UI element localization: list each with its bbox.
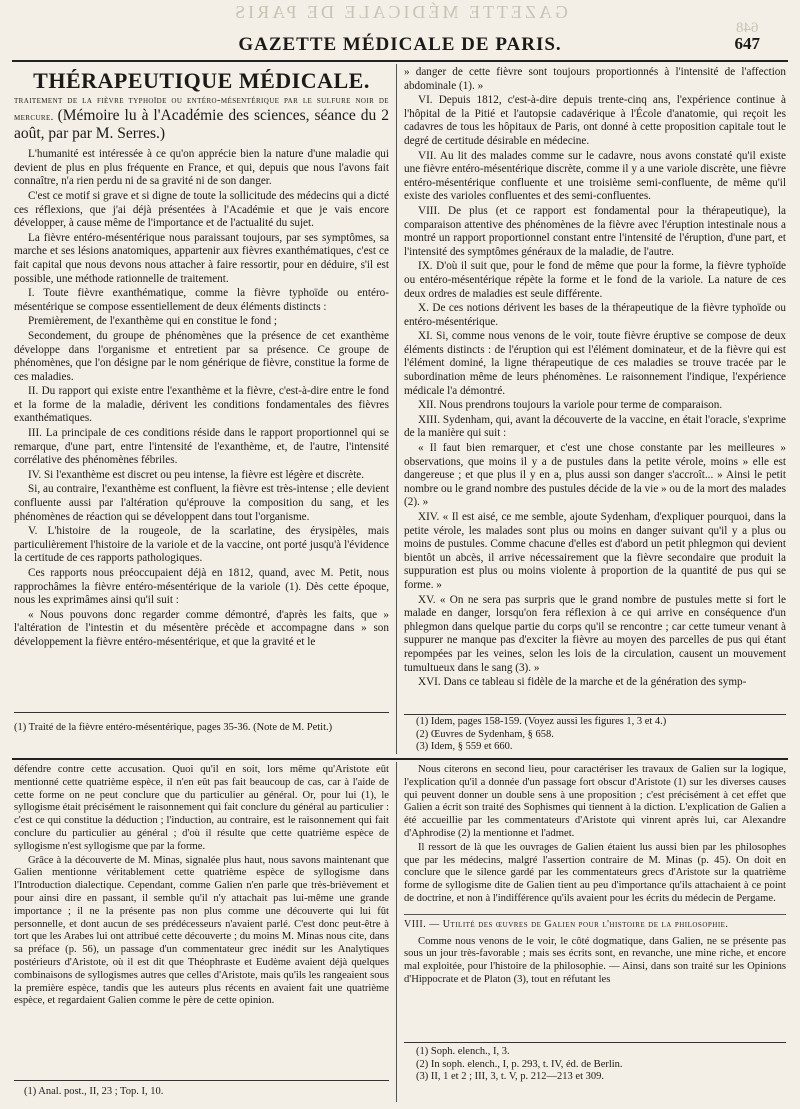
paragraph: IX. D'où il suit que, pour le fond de même que pour la forme, la fièvre typhoïde ou entéro-mésentérique répète la forme et le fond de la variole. La nature de ces deux ordres de maladies est seule différente. <box>404 260 786 300</box>
paragraph: II. Du rapport qui existe entre l'exanthème et la fièvre, c'est-à-dire entre le fond et la forme de la maladie, dérivent les conditions fondamentales des fièvres exanthématiques. <box>14 385 389 425</box>
paragraph: » danger de cette fièvre sont toujours proportionnés à l'intensité de l'affection abdominale (1). » <box>404 66 786 92</box>
footnote: (2) In soph. elench., I, p. 293, t. IV, éd. de Berlin. <box>416 1058 623 1070</box>
footnotes-right <box>416 716 786 754</box>
paragraph: VIII. De plus (et ce rapport est fondamental pour la thérapeutique), la comparaison attentive des phénomènes de la fièvre avec l'éruption intestinale nous a montré un rapport proportionnel constant entre l'intensité de l'éruption, d'une part, et l'intensité des symptômes généraux de la maladie, de l'autre. <box>404 204 786 258</box>
paragraph: XII. Nous prendrons toujours la variole pour terme de comparaison. <box>418 399 723 412</box>
footnote: (3) Idem, § 559 et 660. <box>416 741 513 752</box>
paragraph: Comme nous venons de le voir, le côté dogmatique, dans Galien, ne se présente pas sous un jour très-favorable ; mais ses écrits sont, en revanche, une mine riche, et encore mal exploitée, pour l'histoire de la philosophie. — Ainsi, dans son traité sur les Opinions d'Hippocrate et de Platon (3), tout en réfutant les <box>404 935 786 985</box>
paragraph: VI. Depuis 1812, c'est-à-dire depuis trente-cinq ans, l'expérience continue à l'hôpital de la Pitié et l'autopsie cadavérique à l'École d'anatomie, qui reçoit les cadavres de tous les hôpitaux de Paris, ont donné à cette proposition capitale tout le degré de certitude désirable en médecine. <box>404 94 786 147</box>
paragraph: Ces rapports nous préoccupaient déjà en 1812, quand, avec M. Petit, nous rapprochâmes la fièvre entéro-mésentérique de la variole (1). Dès cette époque, nous les exprimâmes ainsi qu'il suit : <box>14 567 389 607</box>
page-number: 647 <box>734 34 760 53</box>
bottom-right-column <box>404 764 786 1054</box>
article-heading-title: traitement de la fièvre typhoïde ou entéro-mésentérique par le sulfure noir de mercure. <box>14 94 389 124</box>
paragraph: Secondement, du groupe de phénomènes que la présence de cet exanthème développe dans l'organisme et entretient par sa présence. Ce groupe de phénomènes, que l'on désigne par le nom générique de fièvre, constitue la forme de ces maladies. <box>14 329 389 383</box>
paragraph: XV. « On ne sera pas surpris que le grand nombre de pustules mette si fort le malade en danger, lorsqu'on fera réflexion à ce qui arrive en conséquence d'un phlegmon dans quelque partie du corps qu'il se rencontre ; car cette tumeur venant à suppurer ne manque pas d'exciter la fièvre au moyen des parcelles de pus qui étant repompées par les veines, selon les lois de la circulation, causent un mouvement tumultueux dans le sang (3). » <box>404 593 786 674</box>
paragraph: XIV. « Il est aisé, ce me semble, ajoute Sydenham, d'expliquer pourquoi, dans la petite vérole, les malades sont plus ou moins en danger suivant qu'il y a plus ou moins de pustules. Comme chacune d'elles est d'abord un petit phlegmon qui devient bientôt un abcès, il arrive nécessairement que la fièvre secondaire que produit la suppuration est plus ou moins violente à proportion de la quantité de pus qui se forme. » <box>404 511 786 591</box>
paragraph: X. De ces notions dérivent les bases de la thérapeutique de la fièvre typhoïde ou entéro-mésentérique. <box>404 302 786 328</box>
footnote: (2) Œuvres de Sydenham, § 658. <box>416 728 554 740</box>
footnote-rule-bottom-left <box>14 1080 389 1081</box>
footnote: (1) Soph. elench., I, 3. <box>416 1046 510 1057</box>
paragraph: Premièrement, de l'exanthème qui en constitue le fond ; <box>28 315 277 328</box>
paragraph: C'est ce motif si grave et si digne de toute la sollicitude des médecins qui a dicté ces réflexions, que j'ai déjà présentées à l'Académie et que je vais encore développer, à cause même de l'importance et de l'actualité du sujet. <box>14 189 389 230</box>
paragraph: L'humanité est intéressée à ce qu'on apprécie bien la nature d'une maladie qui devient de plus en plus fréquente en France, et qui, depuis que nous l'avons fait connaître, n'a rien perdu ni de sa gravité ni de son danger. <box>14 148 389 188</box>
section-heading: VIII. — Utilité des œuvres de Galien pour l'histoire de la philosophie. <box>404 914 786 932</box>
footnote: (1) Idem, pages 158-159. (Voyez aussi les figures 1, 3 et 4.) <box>416 716 667 727</box>
paragraph: XI. Si, comme nous venons de le voir, toute fièvre éruptive se compose de deux éléments distincts : de l'éruption qui est l'élément dominateur, et de la fièvre qui est l'élément dominé, la ligne thérapeutique de ces maladies se trouve tracée par le subordination même de leurs phénomènes. Le raisonnement l'indique, l'expérience médicale l'a démontré. <box>404 330 786 397</box>
footnote: (3) II, 1 et 2 ; III, 3, t. V, p. 212—213 et 309. <box>416 1071 605 1082</box>
header-rule <box>12 60 788 62</box>
paragraph: III. La principale de ces conditions réside dans le rapport proportionnel qui se remarque, d'une part, entre l'intensité de l'exanthème, et, de l'autre, l'intensité corrélative des phénomènes fébriles. <box>14 427 389 467</box>
section-title: THÉRAPEUTIQUE MÉDICALE. <box>33 68 370 93</box>
column-divider <box>396 64 397 754</box>
journal-title: GAZETTE MÉDICALE DE PARIS. <box>238 34 562 55</box>
masthead <box>0 34 800 56</box>
section-separator <box>12 758 788 760</box>
article-heading <box>14 94 389 144</box>
paragraph: I. Toute fièvre exanthématique, comme la fièvre typhoïde ou entéro-mésentérique se compose essentiellement de deux éléments distincts : <box>14 287 389 313</box>
paragraph: La fièvre entéro-mésentérique nous paraissant toujours, par ses symptômes, sa marche et ses lésions anatomiques, appartenir aux fièvres exanthématiques, c'est ce fait capital que nous devons nous attacher à faire ressortir, pour en déduire, s'il est possible, une méthode rationnelle de traitement. <box>14 231 389 285</box>
footnote-bottom-left: (1) Anal. post., II, 23 ; Top. I, 10. <box>24 1086 164 1097</box>
quotation: « Il faut bien remarquer, et c'est une chose constante par les meilleures » observations, que moins il y a de pustules dans la petite vérole, moins » elle est dangereuse ; et que plus il y en a, plus aussi son danger s'accroît... » Ainsi le petit nombre ou le grand nombre des pustules décide de la vie » ou de la mort des malades (2). » <box>404 442 786 509</box>
paragraph: défendre contre cette accusation. Quoi qu'il en soit, lors même qu'Aristote eût mentionné cette quatrième espèce, il n'en eût pas fait beaucoup de cas, car à l'aide de cette forme on ne peut conclure que du particulier au général. Or, pour lui (1), le syllogisme était précisément le raisonnement qui fait conclure du général au particulier : c'est ce qui constitue la déduction ; l'induction, au contraire, est le raisonnement qui fait conclure du particulier au général ; d'où il résulte que cette quatrième espèce de syllogisme n'est syllogisme que par la forme. <box>14 764 389 852</box>
paragraph: VII. Au lit des malades comme sur le cadavre, nous avons constaté qu'il existe une fièvre entéro-mésentérique discrète, comme il y a une variole discrète, une fièvre entéro-mésentérique confluente et une troisième semi-confluente, de même qu'il existe des varioles confluentes et des semi-confluentes. <box>404 149 786 203</box>
article-heading-subtitle: (Mémoire lu à l'Académie des sciences, séance du 2 août, par par M. Serres.) <box>14 107 389 143</box>
bleed-through-page-number: 648 <box>735 20 758 36</box>
footnote-left: (1) Traité de la fièvre entéro-mésentérique, pages 35-36. (Note de M. Petit.) <box>14 722 333 733</box>
paragraph: XVI. Dans ce tableau si fidèle de la marche et de la génération des symp- <box>418 676 747 689</box>
paragraph: Il ressort de là que les ouvrages de Galien étaient lus aussi bien par les philosophes que par les médecins, malgré l'assertion contraire de M. Minas (p. 45). On doit en conclure que le silence gardé par les commentateurs grecs d'Aristote sur la quatrième forme de syllogisme dite de Galien tient au peu d'importance qu'ils attachaient à ce point de doctrine, et non à l'indifférence qu'ils avaient pour les écrits du médecin de Pergame. <box>404 841 786 904</box>
paragraph: Grâce à la découverte de M. Minas, signalée plus haut, nous savons maintenant que Galien mentionne véritablement cette quatrième espèce de syllogisme dans l'Introduction dialectique. Cependant, comme Galien n'en parle que très-brièvement et pour ainsi dire en passant, il semble qu'il n'y attachait pas lui-même une grande importance ; il ne la présente pas non plus comme une découverte qui lui fût personnelle, et dont aucun de ses prédécesseurs n'avaient parlé. C'est donc peut-être à tort que les Arabes lui ont attribué cette découverte ; du moins M. Minas nous cite, dans sa préface (p. 56), un passage d'un commentateur grec inédit sur les Analytiques postérieurs d'Aristote, où il est dit que Théophraste et Eudème avaient déjà quelques combinaisons de syllogismes autres que celles d'Aristote, mais qu'ils les rangeaient sous la première espèce, tandis que les auteurs plus récents en avaient fait une quatrième espèce, et regardaient Galien comme le père de cette opinion. <box>14 854 389 1007</box>
footnote-rule-bottom-right <box>404 1042 786 1043</box>
bottom-left-column <box>14 764 389 1064</box>
footnotes-bottom-right <box>416 1046 786 1084</box>
paragraph: XIII. Sydenham, qui, avant la découverte de la vaccine, en était l'oracle, s'exprime de la manière qui suit : <box>404 413 786 440</box>
left-column <box>14 66 389 722</box>
right-column <box>404 66 786 712</box>
paragraph: « Nous pouvons donc regarder comme démontré, d'après les faits, que » l'altération de l'intestin et du mésentère précède et accompagne dans » son développement la fièvre entéro-mésentérique, et que la gravité et le <box>14 608 389 648</box>
paragraph: V. L'histoire de la rougeole, de la scarlatine, des érysipèles, mais particulièrement l'histoire de la variole et de la vaccine, ont porté jusqu'à l'évidence la certitude de ces rapports pathologiques. <box>14 525 389 565</box>
footnote-rule-right <box>404 714 786 715</box>
column-divider-bottom <box>396 762 397 1102</box>
bleed-through-header: GAZETTE MÉDICALE DE PARIS <box>232 2 568 22</box>
paragraph: IV. Si l'exanthème est discret ou peu intense, la fièvre est légère et discrète. <box>28 468 365 481</box>
footnote-rule-left <box>14 712 389 713</box>
paragraph: Si, au contraire, l'exanthème est confluent, la fièvre est très-intense ; elle devient confluente aussi par l'altération qu'éprouve la composition du sang, et les phénomènes de réaction qui se développent dans tout l'organisme. <box>14 483 389 523</box>
paragraph: Nous citerons en second lieu, pour caractériser les travaux de Galien sur la logique, l'explication qu'il a donnée d'un passage fort obscur d'Aristote (1) sur les diverses causes qui peuvent donner un double sens à une proposition ; c'est précisément à cet effet que Galien a écrit son traité des Sophismes qui tiennent à la diction. L'explication de Galien a été accueillie par les commentateurs d'Aristote qui vinrent après lui, car Alexandre d'Aphrodise (2) la mentionne et l'admet. <box>404 764 786 839</box>
